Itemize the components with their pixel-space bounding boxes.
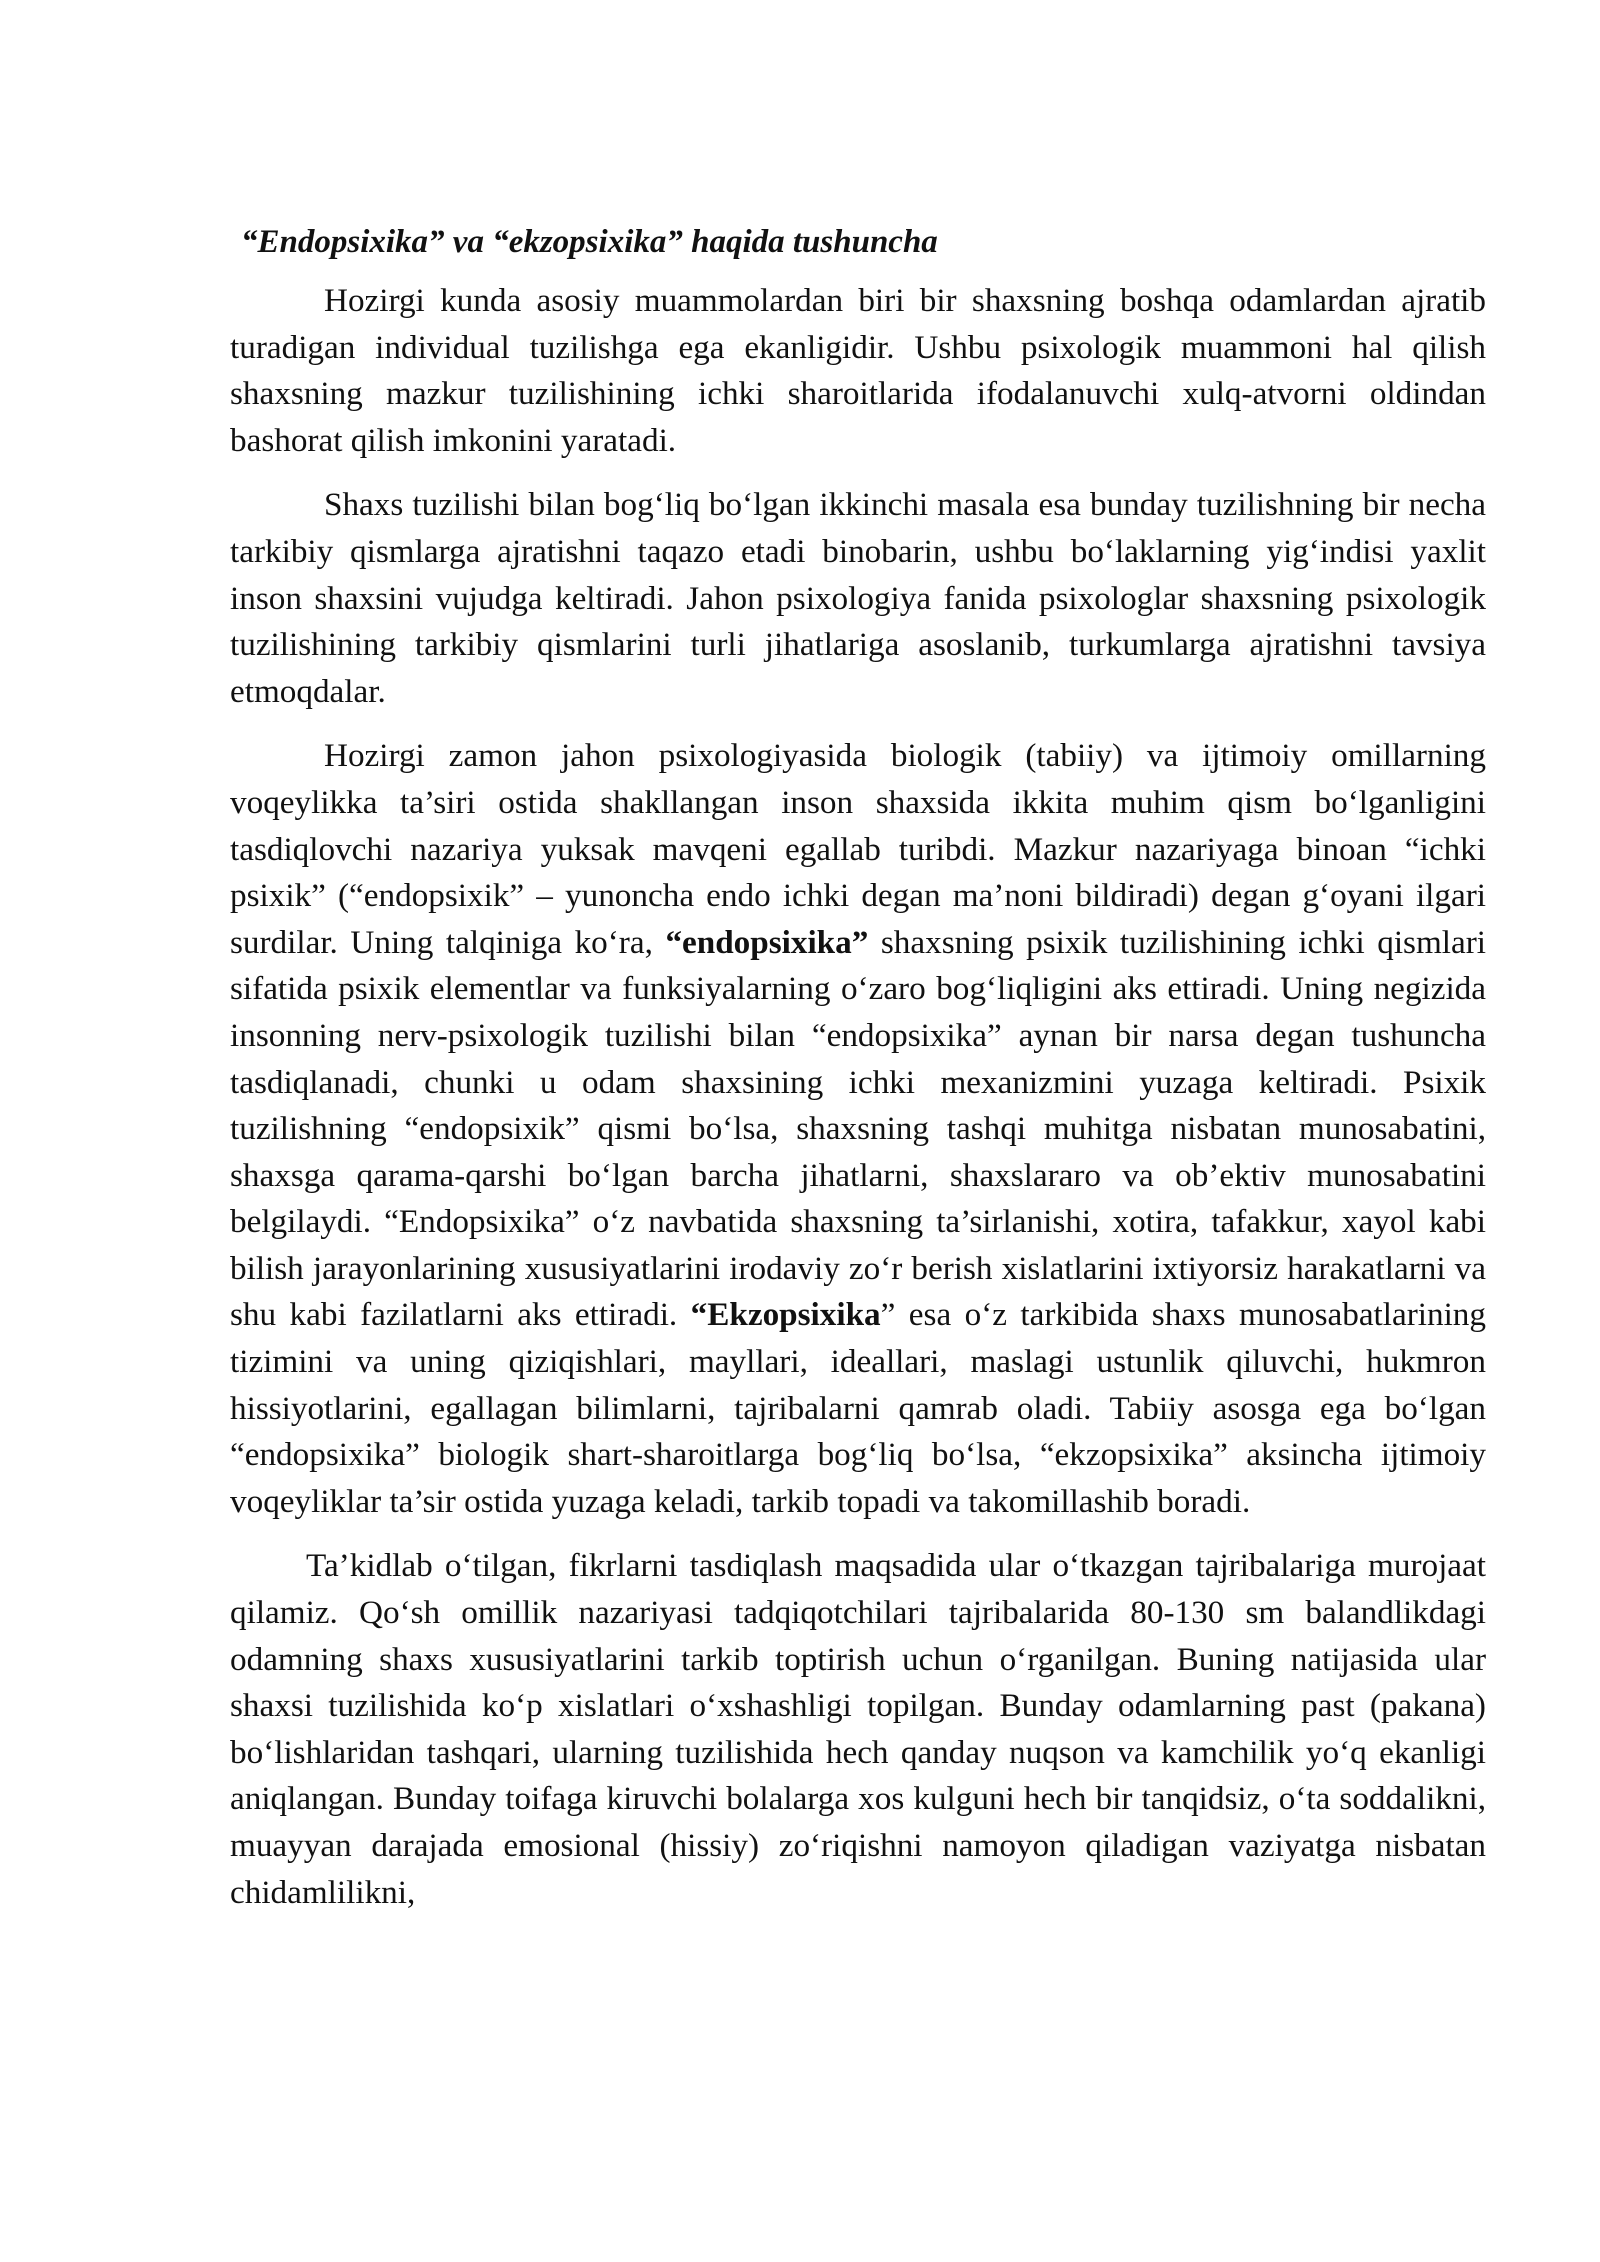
document-title: “Endopsixika” va “ekzopsixika” haqida tushuncha bbox=[241, 224, 938, 260]
term-ekzopsixika: “Ekzopsixika bbox=[690, 1296, 881, 1334]
term-endopsixika: “endopsixika” bbox=[665, 923, 869, 961]
paragraph-4: Ta’kidlab o‘tilgan, fikrlarni tasdiqlash maqsadida ular o‘tkazgan tajribalariga murojaat qilamiz. Qo‘sh omillik nazariyasi tadqiqotchilari tajribalarida 80-130 sm balandlikdagi odamning shaxs xususiyatlarini tarkib toptirish uchun o‘rganilgan. Buning natijasida ular shaxsi tuzilishida ko‘p xislatlari o‘xshashligi topilgan. Bunday odamlarning past (pakana) bo‘lishlaridan tashqari, ularning tuzilishida hech qanday nuqson va kamchilik yo‘q ekanligi aniqlangan. Bunday toifaga kiruvchi bolalarga xos kulguni hech bir tanqidsiz, o‘ta soddalikni, muayyan darajada emosional (hissiy) zo‘riqishni namoyon qiladigan vaziyatga nisbatan chidamlilikni, bbox=[230, 1547, 1486, 1911]
document-page bbox=[230, 218, 1486, 1934]
paragraph-2: Shaxs tuzilishi bilan bog‘liq bo‘lgan ikkinchi masala esa bunday tuzilishning bir necha tarkibiy qismlarga ajratishni taqazo etadi binobarin, ushbu bo‘laklarning yig‘indisi yaxlit inson shaxsini vujudga keltiradi. Jahon psixologiya fanida psixologlar shaxsning psixologik tuzilishining tarkibiy qismlarini turli jihatlariga asoslanib, turkumlarga ajratishni tavsiya etmoqdalar. bbox=[230, 486, 1486, 710]
paragraph-3-text-b: shaxsning psixik tuzilishining ichki qismlari sifatida psixik elementlar va funksiyalarning o‘zaro bog‘liqligini aks ettiradi. Uning negizida insonning nerv-psixologik tuzilishi bilan “endopsixika” aynan bir narsa degan tushuncha tasdiqlanadi, chunki u odam shaxsining ichki mexanizmini yuzaga keltiradi. Psixik tuzilishning “endopsixik” qismi bo‘lsa, shaxsning tashqi muhitga nisbatan munosabatini, shaxsga qarama-qarshi bo‘lgan barcha jihatlarni, shaxslararo va ob’ektiv munosabatini belgilaydi. “Endopsixika” o‘z navbatida shaxsning ta’sirlanishi, xotira, tafakkur, xayol kabi bilish jarayonlarining xususiyatlarini irodaviy zo‘r berish xislatlarini ixtiyorsiz harakatlarni va shu kabi fazilatlarni aks ettiradi. bbox=[230, 923, 1486, 1334]
paragraph-3-text-c: ” esa o‘z tarkibida shaxs munosabatlarining tizimini va uning qiziqishlari, mayllari, ideallari, maslagi ustunlik qiluvchi, hukmron hissiyotlarini, egallagan bilimlarni, tajribalarni qamrab oladi. Tabiiy asosga ega bo‘lgan “endopsixika” biologik shart-sharoitlarga bog‘liq bo‘lsa, “ekzopsixika” aksincha ijtimoiy voqeyliklar ta’sir ostida yuzaga keladi, tarkib topadi va takomillashib boradi. bbox=[230, 1296, 1486, 1520]
paragraph-1: Hozirgi kunda asosiy muammolardan biri bir shaxsning boshqa odamlardan ajratib turadigan individual tuzilishga ega ekanligidir. Ushbu psixologik muammoni hal qilish shaxsning mazkur tuzilishining ichki sharoitlarida ifodalanuvchi xulq-atvorni oldindan bashorat qilish imkonini yaratadi. bbox=[230, 282, 1486, 459]
paragraph-3-text-a: Hozirgi zamon jahon psixologiyasida biologik (tabiiy) va ijtimoiy omillarning voqeylikka ta’siri ostida shakllangan inson shaxsida ikkita muhim qism bo‘lganligini tasdiqlovchi nazariya yuksak mavqeni egallab turibdi. Mazkur nazariyaga binoan “ichki psixik” (“endopsixik” – yunoncha endo ichki degan ma’noni bildiradi) degan g‘oyani ilgari surdilar. Uning talqiniga ko‘ra, bbox=[230, 737, 1486, 961]
paragraph-3 bbox=[230, 733, 1486, 1525]
